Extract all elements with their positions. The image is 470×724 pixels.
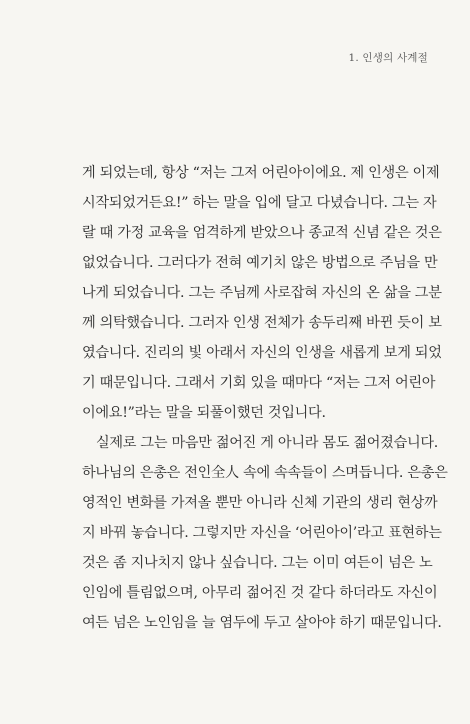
text-line: 나게 되었습니다. 그는 주님께 사로잡혀 자신의 온 삶을 그분	[82, 285, 442, 301]
text-line: 인임에 틀림없으며, 아무리 젊어진 것 같다 하더라도 자신이	[82, 585, 438, 601]
text-line: 없었습니다. 그러다가 전혀 예기치 않은 방법으로 주님을 만	[82, 255, 438, 271]
text-line: 하나님의 은총은 전인全人 속에 속속들이 스며듭니다. 은총은	[82, 465, 448, 481]
text-line: 였습니다. 진리의 빛 아래서 자신의 인생을 새롭게 보게 되었	[82, 345, 442, 361]
text-line: 께 의탁했습니다. 그러자 인생 전체가 송두리째 바뀐 듯이 보	[82, 315, 442, 331]
text-line: 랄 때 가정 교육을 엄격하게 받았으나 종교적 신념 같은 것은	[82, 225, 442, 241]
text-line: 시작되었거든요!” 하는 말을 입에 달고 다녔습니다. 그는 자	[82, 195, 437, 211]
text-line: 것은 좀 지나치지 않나 싶습니다. 그는 이미 여든이 넘은 노	[82, 555, 433, 571]
paragraph-first-line: 실제로 그는 마음만 젊어진 게 아니라 몸도 젊어졌습니다.	[96, 435, 438, 451]
text-line: 이에요!”라는 말을 되풀이했던 것입니다.	[82, 405, 326, 421]
text-line: 게 되었는데, 항상 “저는 그저 어린아이에요. 제 인생은 이제	[82, 165, 440, 181]
text-line: 영적인 변화를 가져올 뿐만 아니라 신체 기관의 생리 현상까	[82, 495, 438, 511]
text-line: 기 때문입니다. 그래서 기회 있을 때마다 “저는 그저 어린아	[82, 375, 436, 391]
text-line: 지 바꿔 놓습니다. 그렇지만 자신을 ‘어린아이’라고 표현하는	[82, 525, 442, 541]
running-header: 1. 인생의 사계절	[348, 52, 428, 64]
body-text	[82, 158, 448, 638]
text-line: 여든 넘은 노인임을 늘 염두에 두고 살아야 하기 때문입니다.	[82, 615, 442, 631]
